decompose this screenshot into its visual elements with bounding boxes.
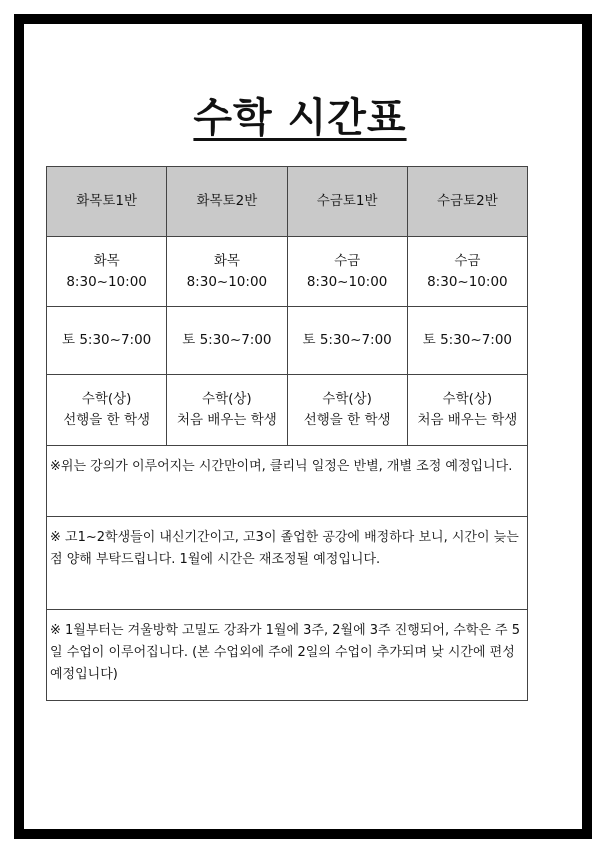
level-row [47, 375, 528, 446]
session-time: 8:30~10:00 [66, 273, 147, 290]
saturday-cell: 토 5:30~7:00 [167, 307, 287, 375]
schedule-table [46, 166, 528, 701]
note-row [47, 517, 528, 610]
session-days: 화목 [213, 252, 240, 269]
session-days: 수금 [454, 252, 481, 269]
page-title-text: 수학 시간표 [193, 95, 407, 141]
saturday-row [47, 307, 528, 375]
saturday-cell: 토 5:30~7:00 [47, 307, 167, 375]
weekday-row [47, 237, 528, 307]
page-title [0, 86, 600, 143]
course-name: 수학(상) [81, 391, 132, 407]
weekday-cell [287, 237, 407, 307]
saturday-cell: 토 5:30~7:00 [407, 307, 527, 375]
note-winter-course: ※ 1월부터는 겨울방학 고밀도 강좌가 1월에 3주, 2월에 3주 진행되어, 수학은 주 5일 수업이 이루어집니다. (본 수업외에 주에 2일의 수업이 추가되며 낮 시간에 편성예정입니다) [47, 610, 528, 701]
note-row [47, 446, 528, 517]
session-time: 8:30~10:00 [306, 273, 388, 290]
level-cell [407, 375, 527, 446]
class-header: 수금토1반 [287, 167, 407, 237]
weekday-cell [407, 237, 527, 307]
session-time: 8:30~10:00 [186, 273, 268, 290]
class-header: 화목토1반 [47, 167, 167, 237]
class-header: 화목토2반 [167, 167, 287, 237]
session-days: 수금 [334, 252, 361, 269]
note-clinic: ※위는 강의가 이루어지는 시간만이며, 클리닉 일정은 반별, 개별 조정 예정입니다. [47, 446, 528, 517]
level-cell [287, 375, 407, 446]
note-time-adjustment: ※ 고1~2학생들이 내신기간이고, 고3이 졸업한 공강에 배정하다 보니, 시간이 늦는 점 양해 부탁드립니다. 1월에 시간은 재조정될 예정입니다. [47, 517, 528, 610]
student-type: 선행을 한 학생 [63, 412, 151, 428]
session-days: 화목 [93, 252, 120, 269]
class-header: 수금토2반 [407, 167, 527, 237]
weekday-cell [47, 237, 167, 307]
student-type: 처음 배우는 학생 [417, 412, 518, 428]
level-cell [167, 375, 287, 446]
header-row [47, 167, 528, 237]
course-name: 수학(상) [442, 391, 493, 407]
weekday-cell [167, 237, 287, 307]
saturday-cell: 토 5:30~7:00 [287, 307, 407, 375]
note-row [47, 610, 528, 701]
course-name: 수학(상) [202, 391, 252, 407]
student-type: 처음 배우는 학생 [176, 412, 277, 428]
level-cell [47, 375, 167, 446]
course-name: 수학(상) [322, 391, 372, 407]
student-type: 선행을 한 학생 [303, 412, 391, 428]
session-time: 8:30~10:00 [427, 273, 508, 290]
